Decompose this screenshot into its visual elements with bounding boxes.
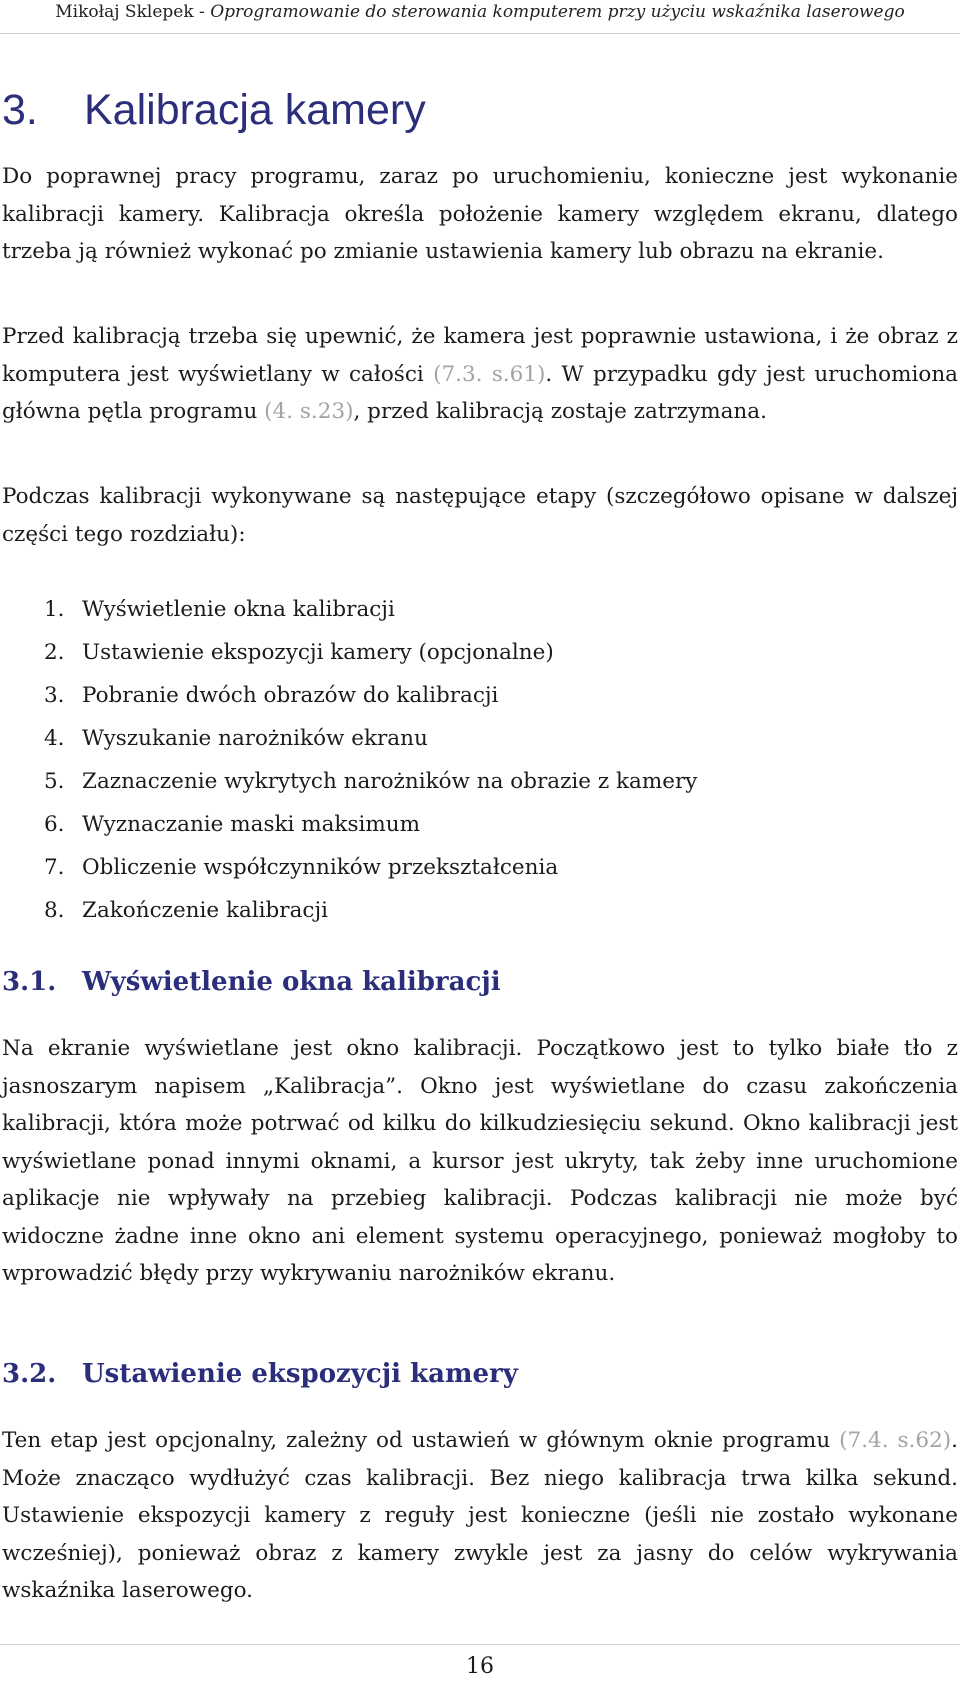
chapter-title bbox=[2, 80, 426, 140]
running-header bbox=[0, 0, 960, 34]
step-text: Wyszukanie narożników ekranu bbox=[82, 726, 428, 751]
page-number: 16 bbox=[466, 1654, 494, 1679]
intro-paragraph-2 bbox=[2, 318, 958, 431]
cross-reference-link[interactable]: (7.3. s.61) bbox=[433, 361, 546, 387]
section-3-2-paragraph bbox=[2, 1422, 958, 1610]
section-3-2-text-a: Ten etap jest opcjonalny, zależny od ustawień w głównym oknie programu bbox=[2, 1428, 840, 1453]
footer-rule bbox=[0, 1644, 960, 1645]
step-text: Pobranie dwóch obrazów do kalibracji bbox=[82, 683, 499, 708]
intro-paragraph-3: Podczas kalibracji wykonywane są następujące etapy (szczegółowo opisane w dalszej części tego rozdziału): bbox=[2, 484, 958, 547]
section-number: 3.1. bbox=[2, 967, 57, 997]
section-heading-3-2 bbox=[2, 1356, 518, 1392]
section-heading-3-1 bbox=[2, 964, 501, 1000]
section-title-text: Ustawienie ekspozycji kamery bbox=[82, 1359, 518, 1389]
step-text: Zakończenie kalibracji bbox=[82, 898, 328, 923]
section-3-2-text-b: . Może znacząco wydłużyć czas kalibracji. Bez niego kalibracja trwa kilka sekund. Ustawienie ekspozycji kamery z reguły jest konieczne (jeśli nie zostało wykonane wcześniej), ponieważ obraz z kamery zwykle jest za jasny do celów wykrywania wskaźnika laserowego. bbox=[2, 1428, 958, 1603]
step-text: Wyznaczanie maski maksimum bbox=[82, 812, 420, 837]
step-number: 1. bbox=[44, 597, 65, 622]
step-text: Zaznaczenie wykrytych narożników na obrazie z kamery bbox=[82, 769, 698, 794]
chapter-title-text: Kalibracja kamery bbox=[84, 86, 426, 134]
section-3-1-paragraph: Na ekranie wyświetlane jest okno kalibracji. Początkowo jest to tylko białe tło z jasnoszarym napisem „Kalibracja”. Okno jest wyświetlane do czasu zakończenia kalibracji, która może potrwać od kilku do kilkudziesięciu sekund. Okno kalibracji jest wyświetlane ponad innymi oknami, a kursor jest ukryty, tak żeby inne uruchomione aplikacje nie wpływały na przebieg kalibracji. Podczas kalibracji nie może być widoczne żadne inne okno ani element systemu operacyjnego, ponieważ mogłoby to wprowadzić błędy przy wykrywaniu narożników ekranu. bbox=[2, 1036, 958, 1286]
header-author: Mikołaj Sklepek - bbox=[55, 2, 211, 22]
cross-reference-link[interactable]: (4. s.23) bbox=[264, 399, 354, 424]
intro-paragraph-2-text-c: , przed kalibracją zostaje zatrzymana. bbox=[353, 399, 767, 424]
header-rule bbox=[0, 33, 960, 34]
step-number: 5. bbox=[44, 769, 65, 794]
step-number: 3. bbox=[44, 683, 65, 708]
step-number: 8. bbox=[44, 898, 65, 923]
step-text: Wyświetlenie okna kalibracji bbox=[82, 597, 395, 622]
section-title-text: Wyświetlenie okna kalibracji bbox=[82, 967, 501, 997]
intro-paragraph-1: Do poprawnej pracy programu, zaraz po uruchomieniu, konieczne jest wykonanie kalibracji kamery. Kalibracja określa położenie kamery względem ekranu, dlatego trzeba ją również wykonać po zmianie ustawienia kamery lub obrazu na ekranie. bbox=[2, 164, 958, 264]
header-title: Oprogramowanie do sterowania komputerem przy użyciu wskaźnika laserowego bbox=[210, 2, 905, 22]
step-number: 2. bbox=[44, 640, 65, 665]
intro-paragraph-2-text-a: Przed kalibracją trzeba się upewnić, że kamera jest poprawnie ustawiona, i że obraz z komputera jest wyświetlany w całości bbox=[2, 324, 958, 387]
step-number: 7. bbox=[44, 855, 65, 880]
intro-paragraph-2-text-b: . W przypadku gdy jest uruchomiona główna pętla programu bbox=[2, 361, 958, 424]
step-number: 6. bbox=[44, 812, 65, 837]
cross-reference-link[interactable]: (7.4. s.62) bbox=[839, 1428, 952, 1453]
section-number: 3.2. bbox=[2, 1359, 57, 1389]
step-text: Ustawienie ekspozycji kamery (opcjonalne) bbox=[82, 640, 554, 665]
step-text: Obliczenie współczynników przekształcenia bbox=[82, 855, 559, 880]
chapter-number: 3. bbox=[2, 86, 38, 134]
step-number: 4. bbox=[44, 726, 65, 751]
